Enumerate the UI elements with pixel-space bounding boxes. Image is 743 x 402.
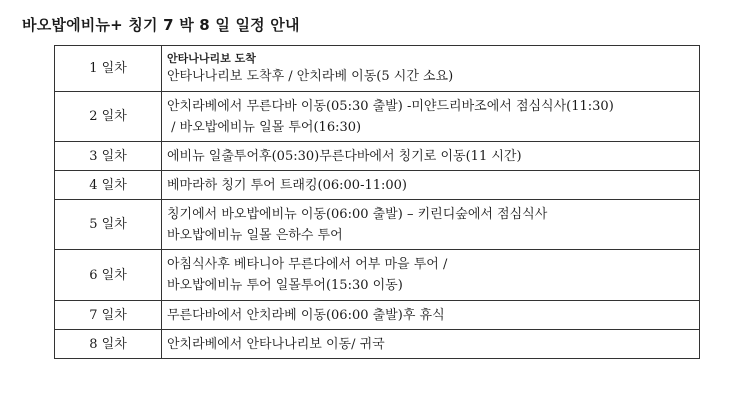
day-details — [162, 46, 700, 92]
day-label: 2 일차 — [55, 92, 162, 142]
detail-line: / 바오밥에비뉴 일몰 투어(16:30) — [167, 119, 362, 135]
day-label: 6 일차 — [55, 250, 162, 301]
day-label: 4 일차 — [55, 171, 162, 200]
table-row — [55, 250, 700, 301]
detail-line: 안치라베에서 안타나나리보 이동/ 귀국 — [167, 336, 385, 352]
detail-line: 안치라베에서 무른다바 이동(05:30 출발) -미얀드리바조에서 점심식사(11:30) — [167, 98, 614, 114]
table-row — [55, 301, 700, 330]
detail-line: 베마라하 칭기 투어 트래킹(06:00-11:00) — [167, 177, 407, 193]
itinerary-table — [54, 45, 700, 359]
detail-line: 바오밥에비뉴 투어 일몰투어(15:30 이동) — [167, 278, 403, 293]
day-details — [162, 250, 700, 301]
day-details — [162, 142, 700, 171]
day-label: 1 일차 — [55, 46, 162, 92]
day-details — [162, 330, 700, 359]
day-details — [162, 301, 700, 330]
day-label: 8 일차 — [55, 330, 162, 359]
table-row — [55, 200, 700, 250]
day-details — [162, 171, 700, 200]
detail-line: 무른다바에서 안치라베 이동(06:00 출발)후 휴식 — [167, 307, 445, 323]
detail-line: 칭기에서 바오밥에비뉴 이동(06:00 출발) – 키린디숲에서 점심식사 — [167, 206, 548, 222]
detail-line: 안타나나리보 도착후 / 안치라베 이동(5 시간 소요) — [167, 68, 454, 84]
detail-line: 바오밥에비뉴 일몰 은하수 투어 — [167, 227, 343, 243]
table-row — [55, 46, 700, 92]
day-details — [162, 92, 700, 142]
table-row — [55, 92, 700, 142]
document-title: 바오밥에비뉴+ 칭기 7 박 8 일 일정 안내 — [22, 16, 300, 34]
detail-line: 아침식사후 베타니아 무른다에서 어부 마을 투어 / — [167, 257, 448, 272]
day-label: 3 일차 — [55, 142, 162, 171]
table-row — [55, 330, 700, 359]
day-details — [162, 200, 700, 250]
day-label: 5 일차 — [55, 200, 162, 250]
table-row — [55, 142, 700, 171]
arrival-heading: 안타나나리보 도착 — [167, 51, 256, 65]
day-label: 7 일차 — [55, 301, 162, 330]
detail-line: 에비뉴 일출투어후(05:30)무른다바에서 칭기로 이동(11 시간) — [167, 148, 522, 164]
table-row — [55, 171, 700, 200]
